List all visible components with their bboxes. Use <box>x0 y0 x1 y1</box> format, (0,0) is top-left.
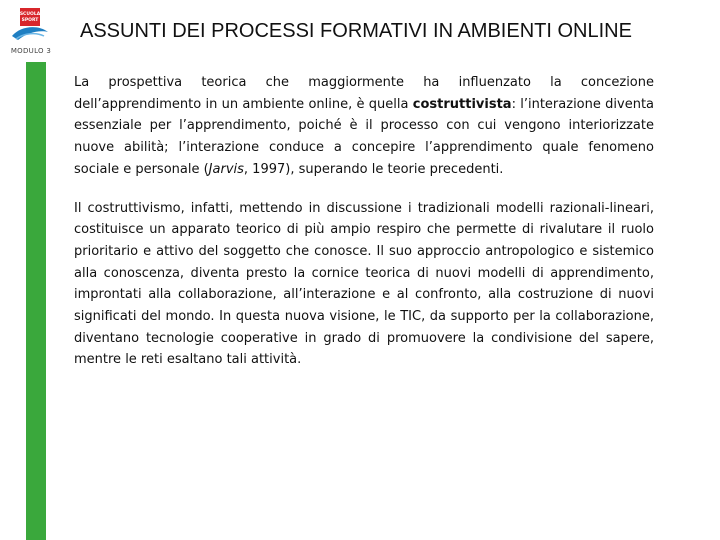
p1-part3: , 1997), superando le teorie precedenti. <box>243 161 504 177</box>
scuola-sport-logo-icon <box>8 6 52 46</box>
p1-bold-term: costruttivista <box>412 96 512 112</box>
svg-text:SPORT: SPORT <box>21 18 39 23</box>
p1-part1: La prospettiva teorica che maggiormente ha influenzato la concezione dell’apprendimento in un ambiente online, è quella <box>74 75 654 112</box>
p1-part2: : l’interazione diventa essenziale per l’apprendimento, poiché è il processo con cui vengono interiorizzate nuove abilità; l’interazione conduce a concepire l’apprendimento quale fenomeno sociale e personale ( <box>74 96 655 177</box>
p1-citation-author: Jarvis <box>208 161 244 177</box>
sidebar-accent-bar <box>26 62 46 540</box>
body-text <box>74 72 654 388</box>
module-label: MODULO 3 <box>10 47 52 55</box>
paragraph-2: Il costruttivismo, infatti, mettendo in discussione i tradizionali modelli razionali-lineari, costituisce un apparato teorico di più ampio respiro che permette di rivalutare il ruolo prioritario e attivo del soggetto che conosce. Il suo approccio antropologico e sistemico alla conoscenza, diventa presto la cornice teorica di nuovi modelli di apprendimento, improntati alla collaborazione, all’interazione e al confronto, alla costruzione di nuovi significati del mondo. In questa nuova visione, le TIC, da supporto per la collaborazione, diventano tecnologie cooperative in grado di promuovere la condivisione del sapere, mentre le reti esaltano tali attività. <box>74 200 654 368</box>
page-title: ASSUNTI DEI PROCESSI FORMATIVI IN AMBIENTI ONLINE <box>80 20 632 42</box>
paragraph-1 <box>74 72 654 181</box>
svg-text:SCUOLA: SCUOLA <box>19 12 41 17</box>
